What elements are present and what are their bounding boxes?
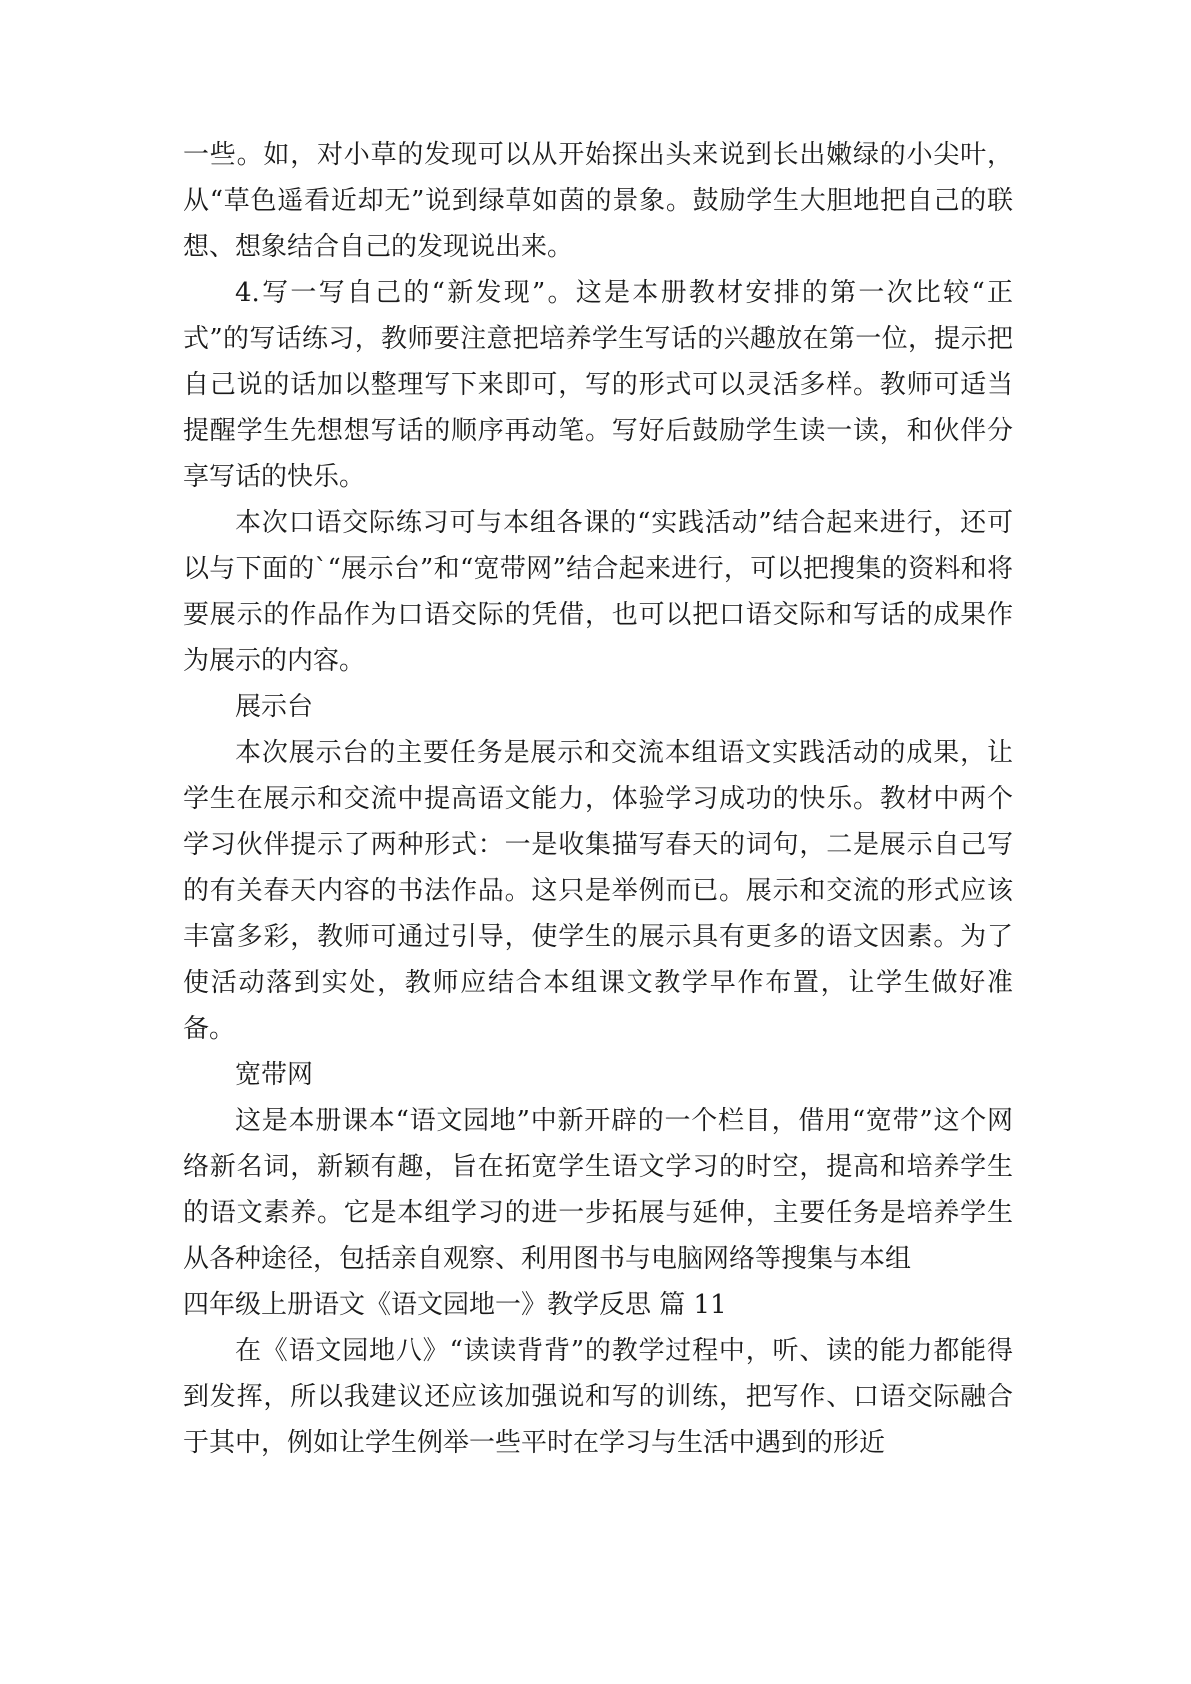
paragraph-broadband: 这是本册课本“语文园地”中新开辟的一个栏目，借用“宽带”这个网络新名词，新颖有趣，旨在拓宽学生语文学习的时空，提高和培养学生的语文素养。它是本组学习的进一步拓展与延伸，主要任务是培养学生从各种途径，包括亲自观察、利用图书与电脑网络等搜集与本组 bbox=[183, 1106, 1013, 1274]
document-body bbox=[183, 132, 1013, 1466]
section-title: 四年级上册语文《语文园地一》教学反思 篇 11 bbox=[183, 1290, 727, 1320]
paragraph-showcase: 本次展示台的主要任务是展示和交流本组语文实践活动的成果，让学生在展示和交流中提高语文能力，体验学习成功的快乐。教材中两个学习伙伴提示了两种形式：一是收集描写春天的词句，二是展示自己写的有关春天内容的书法作品。这只是举例而已。展示和交流的形式应该丰富多彩，教师可通过引导，使学生的展示具有更多的语文因素。为了使活动落到实处，教师应结合本组课文教学早作布置，让学生做好准备。 bbox=[183, 738, 1013, 1044]
paragraph-continuation: 一些。如，对小草的发现可以从开始探出头来说到长出嫩绿的小尖叶，从“草色遥看近却无”说到绿草如茵的景象。鼓励学生大胆地把自己的联想、想象结合自己的发现说出来。 bbox=[183, 140, 1013, 262]
paragraph-write-new-discovery: 4.写一写自己的“新发现”。这是本册教材安排的第一次比较“正式”的写话练习，教师要注意把培养学生写话的兴趣放在第一位，提示把自己说的话加以整理写下来即可，写的形式可以灵活多样。教师可适当提醒学生先想想写话的顺序再动笔。写好后鼓励学生读一读，和伙伴分享写话的快乐。 bbox=[183, 278, 1013, 492]
subheading-showcase: 展示台 bbox=[235, 692, 314, 722]
paragraph-oral-communication: 本次口语交际练习可与本组各课的“实践活动”结合起来进行，还可以与下面的`“展示台”和“宽带网”结合起来进行，可以把搜集的资料和将要展示的作品作为口语交际的凭借，也可以把口语交际和写话的成果作为展示的内容。 bbox=[183, 508, 1013, 676]
paragraph-reflection: 在《语文园地八》“读读背背”的教学过程中，听、读的能力都能得到发挥，所以我建议还应该加强说和写的训练，把写作、口语交际融合于其中，例如让学生例举一些平时在学习与生活中遇到的形近 bbox=[183, 1336, 1013, 1458]
subheading-broadband: 宽带网 bbox=[235, 1060, 314, 1090]
